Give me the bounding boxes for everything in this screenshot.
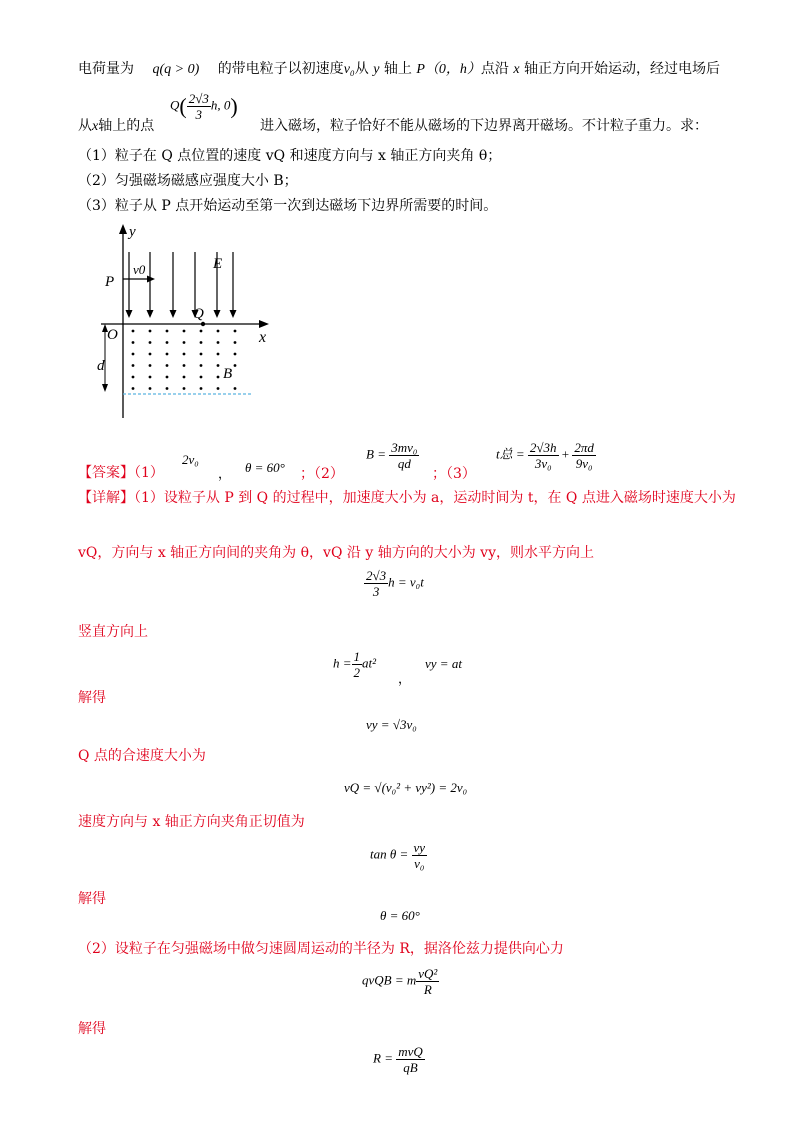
b-field-dot [149, 330, 152, 333]
solution-line-7: 解得 [78, 891, 106, 907]
text: 轴上的点 [98, 118, 155, 134]
solution-line-1 [78, 488, 736, 508]
question-3: （3）粒子从 P 点开始运动至第一次到达磁场下边界所需要的时间。 [78, 198, 498, 214]
problem-line-2b: 进入磁场，粒子恰好不能从磁场的下边界离开磁场。不计粒子重力。求： [260, 118, 708, 134]
question-1: （1）粒子在 Q 点位置的速度 vQ 和速度方向与 x 轴正方向夹角 θ； [78, 148, 502, 164]
answer-t [496, 440, 596, 471]
equation-1 [364, 568, 424, 599]
b-field-dot [149, 376, 152, 379]
magnetic-field-dots [132, 330, 237, 390]
text: 从 [78, 118, 92, 134]
q-point-expression: Q( $\frac{2√3}{3}$ h, 0) [170, 91, 238, 122]
b-field-dot [183, 353, 186, 356]
t-lhs: t总 = [496, 446, 525, 462]
electric-field-arrowheads [126, 310, 237, 318]
answer-tag: 【答案】 [78, 465, 134, 481]
b-field-dot [149, 353, 152, 356]
b-field-dot [200, 364, 203, 367]
b-field-dot [132, 376, 135, 379]
solution-line-2: vQ，方向与 x 轴正方向间的夹角为 θ，vQ 沿 y 轴方向的大小为 vy，则水平方向上 [78, 545, 594, 561]
eq8-den: qB [403, 1060, 418, 1075]
frac-den: 3 [195, 107, 203, 122]
eq8-num: mvQ [398, 1044, 423, 1059]
b-lhs: B = [366, 446, 386, 462]
x-axis-label: x [259, 329, 267, 346]
solution-line-8: （2）设粒子在匀强磁场中做匀速圆周运动的半径为 R，据洛伦兹力提供向心力 [78, 941, 564, 957]
t-den2: 9v₀ [575, 456, 593, 471]
b-field-dot [234, 330, 237, 333]
equation-2 [333, 649, 376, 680]
b-field-dot [234, 387, 237, 390]
solution-tag: 【详解】 [78, 490, 134, 506]
b-field-dot [183, 364, 186, 367]
solution-line-3: 竖直方向上 [78, 624, 148, 640]
charge-expression: q(q > 0) [152, 62, 200, 77]
x-symbol: x [513, 62, 520, 77]
d-label: d [97, 358, 105, 374]
eq2-num: 1 [353, 649, 361, 664]
b-field-dot [217, 387, 220, 390]
b-label: B [223, 366, 233, 382]
b-field-dot [149, 341, 152, 344]
equation-6: θ = 60° [380, 908, 420, 923]
eq7-den: R [423, 982, 432, 997]
b-field-dot [132, 341, 135, 344]
eq5-num: vy [413, 840, 426, 855]
text: 电荷量为 [78, 61, 134, 77]
answer-part-2: ；（2） [300, 466, 344, 482]
v0-symbol: v₀ [343, 62, 355, 77]
equation-4: vQ = √(v₀² + vy²) = 2v₀ [344, 780, 468, 795]
eq5-lhs: tan θ = [370, 846, 409, 862]
b-num: 3mv₀ [391, 440, 418, 455]
q-point [201, 322, 205, 326]
v0-arrowhead [147, 276, 155, 283]
text: 轴上 [383, 61, 412, 77]
answer-v: 2v₀ [182, 452, 199, 467]
solution-line-5: Q 点的合速度大小为 [78, 748, 206, 764]
b-field-dot [217, 341, 220, 344]
b-field-dot [132, 330, 135, 333]
point-p: P（0，h） [416, 62, 481, 77]
b-field-dot [234, 341, 237, 344]
t-num2: 2πd [574, 440, 594, 455]
b-field-dot [183, 387, 186, 390]
b-field-dot [166, 376, 169, 379]
b-field-dot [217, 353, 220, 356]
b-field-dot [234, 353, 237, 356]
eq1-num: 2√3 [366, 568, 387, 583]
v0-label: v0 [133, 262, 146, 277]
y-axis-arrow [119, 224, 127, 234]
b-field-dot [217, 376, 220, 379]
t-num1: 2√3h [529, 440, 557, 455]
problem-line-1 [78, 59, 720, 80]
t-den1: 3v₀ [534, 456, 552, 471]
problem-line-2 [78, 116, 154, 137]
answer-part-1: （1） [134, 465, 164, 481]
physics-figure [95, 222, 285, 422]
equation-3: vy = √3v₀ [366, 717, 417, 732]
b-field-dot [183, 330, 186, 333]
b-field-dot [217, 364, 220, 367]
answer-sep: ， [218, 466, 232, 481]
answer-theta: θ = 60° [245, 460, 285, 475]
b-field-dot [200, 353, 203, 356]
eq8-lhs: R = [373, 1050, 393, 1066]
b-field-dot [200, 341, 203, 344]
b-field-dot [166, 387, 169, 390]
b-field-dot [200, 387, 203, 390]
x-axis-arrow [259, 320, 269, 328]
text: 从 [354, 61, 369, 77]
question-2: （2）匀强磁场磁感应强度大小 B； [78, 173, 298, 189]
q-label: Q [193, 306, 204, 322]
b-field-dot [234, 364, 237, 367]
x-symbol: x [92, 119, 99, 134]
b-field-dot [166, 341, 169, 344]
solution-line-9: 解得 [78, 1021, 106, 1037]
q-point-tail: h, 0 [210, 97, 231, 113]
answer-b [366, 440, 419, 471]
e-label: E [213, 256, 223, 272]
eq7-num: vQ² [418, 966, 438, 981]
b-field-dot [217, 330, 220, 333]
solution-line-6: 速度方向与 x 轴正方向夹角正切值为 [78, 814, 305, 830]
equation-5 [370, 840, 427, 871]
equation-2b: vy = at [425, 656, 462, 671]
b-field-dot [183, 341, 186, 344]
q-label: Q [170, 97, 180, 113]
b-field-dot [200, 376, 203, 379]
text: 的带电粒子以初速度 [217, 61, 344, 77]
solution-line-4: 解得 [78, 690, 106, 706]
b-field-dot [166, 330, 169, 333]
b-field-dot [166, 353, 169, 356]
origin-label: O [107, 327, 118, 343]
y-axis-label: y [129, 224, 136, 240]
text: 点沿 [480, 61, 509, 77]
b-field-dot [149, 364, 152, 367]
answer-part-3: ；（3） [432, 466, 476, 482]
equation-7 [362, 966, 439, 997]
d-arrow-bottom [102, 384, 108, 392]
t-plus: + [561, 446, 570, 462]
b-field-dot [132, 387, 135, 390]
eq2-den: 2 [353, 665, 361, 680]
answer-line [78, 463, 164, 483]
b-field-dot [166, 364, 169, 367]
eq5-den: v₀ [414, 856, 425, 871]
b-field-dot [132, 353, 135, 356]
b-field-dot [149, 387, 152, 390]
equation-2-sep: ， [398, 671, 412, 686]
eq1-rest: h = v₀t [388, 574, 424, 590]
text: 轴正方向开始运动，经过电场后 [524, 61, 721, 77]
y-symbol: y [373, 62, 380, 77]
frac-num: 2√3 [188, 91, 209, 106]
eq7-lhs: qvQB = m [362, 972, 417, 988]
eq2-rest: at² [362, 655, 377, 671]
solution-text-1: （1）设粒子从 P 到 Q 的过程中，加速度大小为 a，运动时间为 t，在 Q 点进入磁场时速度大小为 [134, 490, 736, 506]
eq1-den: 3 [372, 584, 380, 599]
p-label: P [105, 274, 115, 290]
b-field-dot [183, 376, 186, 379]
equation-8 [373, 1044, 425, 1075]
b-field-dot [200, 330, 203, 333]
b-field-dot [132, 364, 135, 367]
b-den: qd [397, 456, 411, 471]
eq2-lhs: h = [333, 655, 352, 671]
